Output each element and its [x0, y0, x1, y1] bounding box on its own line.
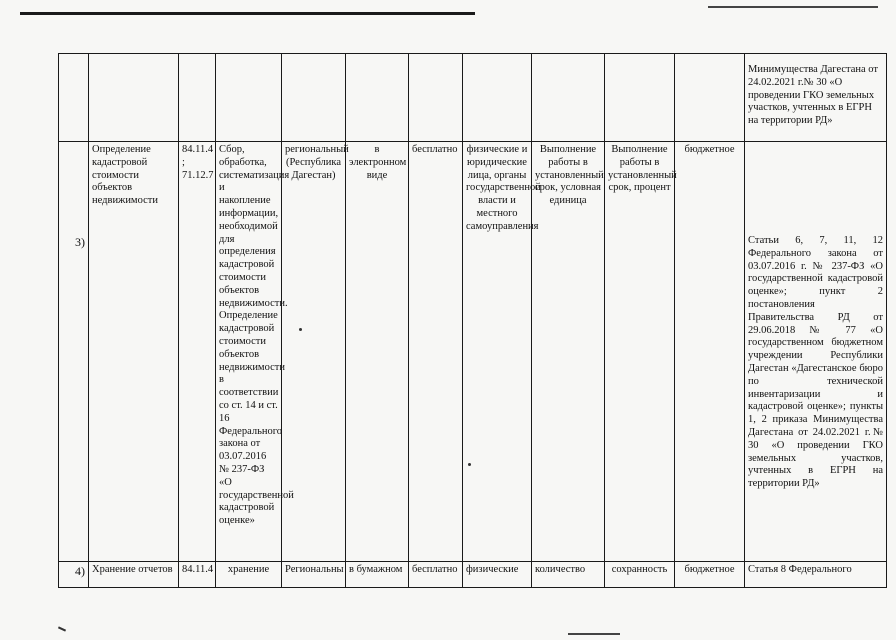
- cell-status: [282, 54, 346, 142]
- cell-quality-indicator: [605, 54, 675, 142]
- table-row-4: [59, 562, 887, 588]
- cell-status: региональный (Республика Дагестан): [282, 142, 346, 562]
- cell-name: [89, 54, 179, 142]
- cell-status: Региональны: [282, 562, 346, 588]
- scan-artifact-line: [20, 12, 475, 15]
- cell-payment: бесплатно: [409, 142, 463, 562]
- cell-content: [216, 54, 282, 142]
- cell-name: Хранение отчетов: [89, 562, 179, 588]
- table-row-continuation: [59, 54, 887, 142]
- table-row-3: [59, 142, 887, 562]
- scan-speck: [299, 328, 302, 331]
- cell-law: Статья 8 Федерального: [745, 562, 887, 588]
- cell-name: Определение кадастровой стоимости объектов недвижимости: [89, 142, 179, 562]
- scan-speck: [468, 463, 471, 466]
- cell-volume-indicator: Выполнение работы в установленный срок, условная единица: [532, 142, 605, 562]
- cell-form: в бумажном: [346, 562, 409, 588]
- cell-funding: бюджетное: [675, 562, 745, 588]
- cell-funding: бюджетное: [675, 142, 745, 562]
- cell-okved: [179, 54, 216, 142]
- cell-consumers: физические: [463, 562, 532, 588]
- cell-content: хранение: [216, 562, 282, 588]
- cell-number: 4): [59, 562, 89, 588]
- services-register-table: [58, 53, 887, 588]
- cell-consumers: [463, 54, 532, 142]
- cell-law: Минимущества Дагестана от 24.02.2021 г.№ 30 «О проведении ГКО земельных участков, учтенных в ЕГРН на территории РД»: [745, 54, 887, 142]
- scan-artifact-mark: [58, 626, 66, 631]
- cell-volume-indicator: количество: [532, 562, 605, 588]
- cell-quality-indicator: сохранность: [605, 562, 675, 588]
- scan-artifact-line: [568, 633, 620, 635]
- cell-quality-indicator: Выполнение работы в установленный срок, процент: [605, 142, 675, 562]
- cell-volume-indicator: [532, 54, 605, 142]
- cell-content: Сбор, обработка, систематизация и накопление информации, необходимой для определения кадастровой стоимости объектов недвижимости. Определение кадастровой стоимости объектов недвижимости в соответствии со ст. 14 и ст. 16 Федерального закона от 03.07.2016 № 237-ФЗ «О государственной кадастровой оценке»: [216, 142, 282, 562]
- cell-payment: бесплатно: [409, 562, 463, 588]
- cell-number: [59, 54, 89, 142]
- cell-law: Статьи 6, 7, 11, 12 Федерального закона от 03.07.2016 г. № 237-ФЗ «О государственной кадастровой оценке»; пункт 2 постановления Правительства РД от 29.06.2018 № 77 «О государственном бюджетном учреждении Республики Дагестан «Дагестанское бюро по технической инвентаризации и кадастровой оценке»; пункты 1, 2 приказа Минимущества Дагестана от 24.02.2021 г.№ 30 «О проведении ГКО земельных участков, учтенных в ЕГРН на территории РД»: [745, 142, 887, 562]
- scan-artifact-line: [708, 6, 878, 8]
- cell-okved: 84.11.4 ; 71.12.7: [179, 142, 216, 562]
- cell-okved: 84.11.4: [179, 562, 216, 588]
- cell-form: [346, 54, 409, 142]
- cell-number: 3): [59, 142, 89, 562]
- cell-funding: [675, 54, 745, 142]
- cell-consumers: физические и юридические лица, органы государственной власти и местного самоуправления: [463, 142, 532, 562]
- cell-payment: [409, 54, 463, 142]
- cell-form: в электронном виде: [346, 142, 409, 562]
